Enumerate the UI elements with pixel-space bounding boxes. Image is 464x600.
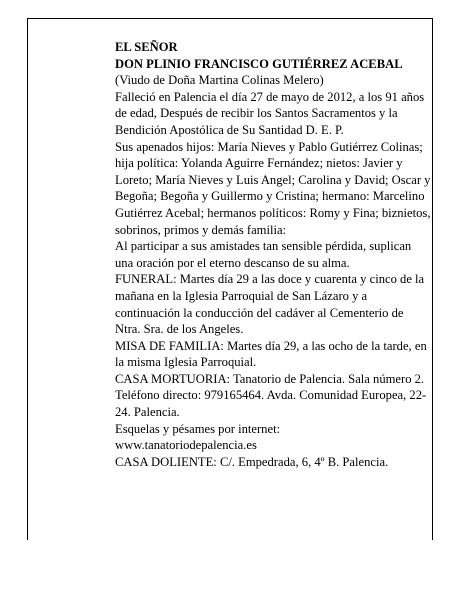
mourning-house-text: CASA DOLIENTE: C/. Empedrada, 6, 4º B. Palencia. [115, 454, 389, 469]
mortuary-text: CASA MORTUORIA: Tanatorio de Palencia. Sala número 2. Teléfono directo: 979165464. Avda. Comunidad Europea, 22-24. Palencia. [115, 371, 427, 420]
notice-title-line1: EL SEÑOR [115, 40, 178, 54]
deceased-name: DON PLINIO FRANCISCO GUTIÉRREZ ACEBAL [115, 56, 403, 71]
family-mass-text: MISA DE FAMILIA: Martes día 29, a las ocho de la tarde, en la misma Iglesia Parroquial. [115, 338, 427, 370]
funeral-text: FUNERAL: Martes día 29 a las doce y cuarenta y cinco de la mañana en la Iglesia Parroquial de San Lázaro y a continuación la conducción del cadáver al Cementerio de Ntra. Sra. de los Angeles. [115, 272, 425, 337]
request-text: Al participar a sus amistades tan sensible pérdida, suplican una oración por el eterno descanso de su alma. [115, 239, 412, 270]
obituary-notice [115, 39, 431, 470]
website-link[interactable]: www.tanatoriodepalencia.es [115, 438, 257, 453]
family-text: Sus apenados hijos: María Nieves y Pablo Gutiérrez Colinas; hija política: Yolanda Aguirre Fernández; nietos: Javier y Loreto; María Nieves y Luis Angel; Carolina y David; Oscar y Begoña; Begoña y Guillermo y Cristina; hermano: Marcelino Gutiérrez Acebal; hermanos políticos: Romy y Fina; biznietos, sobrinos, primos y demás familia: [115, 139, 431, 237]
widow-note: (Viudo de Doña Martina Colinas Melero) [115, 73, 324, 88]
internet-condolences-text: Esquelas y pésames por internet: [115, 421, 281, 436]
death-text: Falleció en Palencia el día 27 de mayo de 2012, a los 91 años de edad, Después de recibir los Santos Sacramentos y la Bendición Apostólica de Su Santidad D. E. P. [115, 89, 425, 137]
